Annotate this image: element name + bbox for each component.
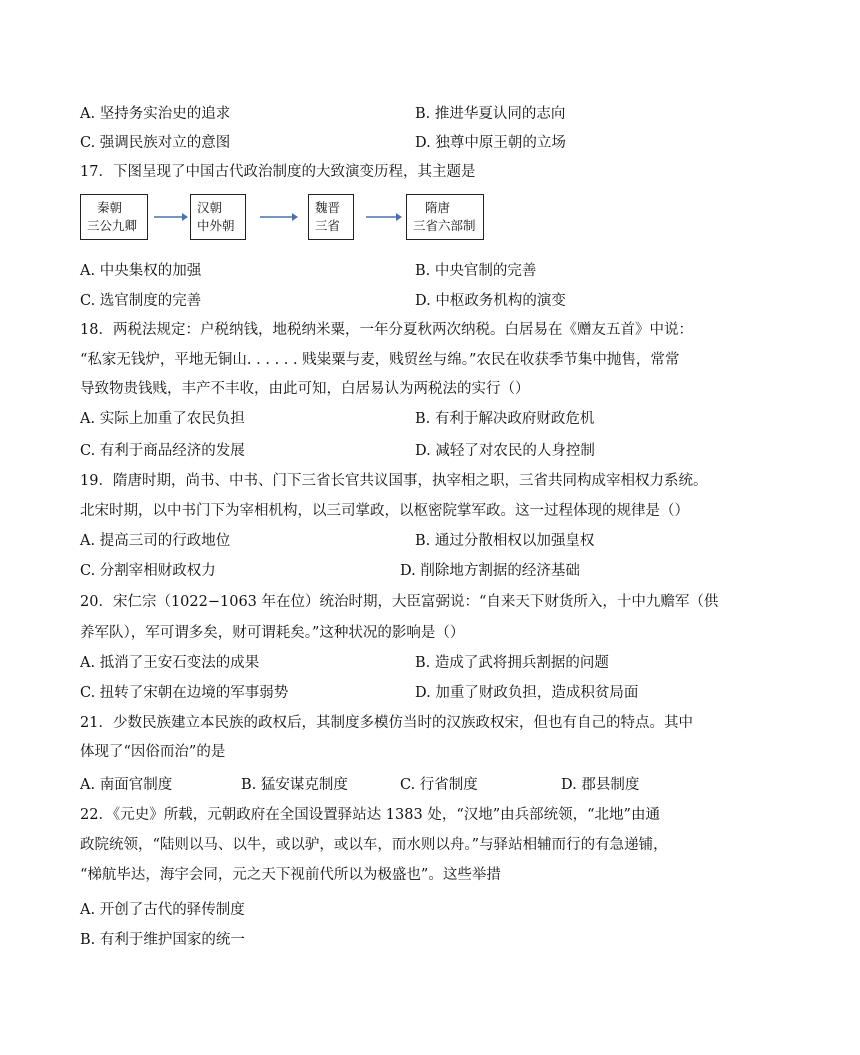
q21-stem-line2: 体现了“因俗而治”的是 [80,744,226,760]
q19-stem-line1: 19．隋唐时期，尚书、中书、门下三省长官共议国事，执宰相之职，三省共同构成宰相权力系统。 [80,473,708,489]
q16-option-d: D. 独尊中原王朝的立场 [415,135,566,151]
flow-box-weijin-line1: 魏晋 [315,200,341,215]
flow-box-suitang [406,194,484,240]
q17-option-a: A. 中央集权的加强 [80,263,202,279]
flow-arrow-3 [364,194,402,240]
q20-stem-line2: 养军队），军可谓多矣，财可谓耗矣。”这种状况的影响是（） [80,625,465,641]
q21-option-c: C. 行省制度 [400,777,478,793]
flow-box-weijin-line2: 三省 [315,218,341,233]
q21-stem-line1: 21．少数民族建立本民族的政权后，其制度多模仿当时的汉族政权宋，但也有自己的特点。其中 [80,715,693,731]
q18-option-d: D. 减轻了对农民的人身控制 [415,443,595,459]
flow-arrow-2 [258,194,298,240]
flow-box-han [190,194,246,240]
q18-option-b: B. 有利于解决政府财政危机 [415,411,595,427]
q20-option-a: A. 抵消了王安石变法的成果 [80,655,260,671]
flow-box-han-line2: 中外朝 [197,218,235,233]
q22-option-b: B. 有利于维护国家的统一 [80,932,245,948]
q20-option-c: C. 扭转了宋朝在边境的军事弱势 [80,685,289,701]
q16-option-c: C. 强调民族对立的意图 [80,135,231,151]
q22-stem-line2: 政院统领，“陆则以马、以牛，或以驴，或以车，而水则以舟。”与驿站相辅而行的有急递铺， [80,837,668,853]
q16-option-b: B. 推进华夏认同的志向 [415,106,566,122]
flow-box-weijin [308,194,354,240]
q18-stem-line1: 18．两税法规定：户税纳钱，地税纳米粟，一年分夏秋两次纳税。白居易在《赠友五首》中说： [80,322,693,338]
q17-option-c: C. 选官制度的完善 [80,293,202,309]
q19-option-b: B. 通过分散相权以加强皇权 [415,533,595,549]
q18-stem-line2: “私家无钱炉，平地无铜山. . . . . . 贱粜粟与麦，贱贸丝与绵。”农民在收获季节集中抛售，常常 [80,352,680,368]
flow-box-suitang-line2: 三省六部制 [413,218,476,233]
q18-option-a: A. 实际上加重了农民负担 [80,411,245,427]
q22-stem-line1: 22．《元史》所载，元朝政府在全国设置驿站达 1383 处，“汉地”由兵部统领，“北地”由通 [80,807,660,823]
q19-option-d: D. 削除地方割据的经济基础 [400,563,580,579]
q20-option-d: D. 加重了财政负担，造成积贫局面 [415,685,639,701]
flow-box-suitang-line1: 隋唐 [425,200,451,215]
flow-box-qin [80,194,148,240]
q22-option-a: A. 开创了古代的驿传制度 [80,902,245,918]
flow-box-qin-line1: 秦朝 [97,200,123,215]
q19-option-c: C. 分割宰相财政权力 [80,563,216,579]
q16-option-a: A. 坚持务实治史的追求 [80,106,231,122]
q19-option-a: A. 提高三司的行政地位 [80,533,231,549]
q20-stem-line1: 20．宋仁宗（1022−1063 年在位）统治时期，大臣富弼说：“自来天下财货所入，十中九赡军（供 [80,594,719,610]
q17-option-d: D. 中枢政务机构的演变 [415,293,566,309]
q19-stem-line2: 北宋时期，以中书门下为宰相机构，以三司掌政，以枢密院掌军政。这一过程体现的规律是（） [80,503,689,519]
q18-stem-line3: 导致物贵钱贱，丰产不丰收，由此可知，白居易认为两税法的实行（） [80,381,530,397]
q21-option-a: A. 南面官制度 [80,777,173,793]
q17-flow-diagram [80,194,500,250]
q17-stem: 17．下图呈现了中国古代政治制度的大致演变历程，其主题是 [80,164,476,180]
q18-option-c: C. 有利于商品经济的发展 [80,443,245,459]
q21-option-b: B. 猛安谋克制度 [241,777,348,793]
q22-stem-line3: “梯航毕达，海宇会同，元之天下视前代所以为极盛也”。这些举措 [80,867,501,883]
q20-option-b: B. 造成了武将拥兵割据的问题 [415,655,609,671]
flow-arrow-1 [152,194,188,240]
q17-option-b: B. 中央官制的完善 [415,263,537,279]
q21-option-d: D. 郡县制度 [561,777,640,793]
flow-box-han-line1: 汉朝 [197,200,223,215]
flow-box-qin-line2: 三公九卿 [87,218,138,233]
